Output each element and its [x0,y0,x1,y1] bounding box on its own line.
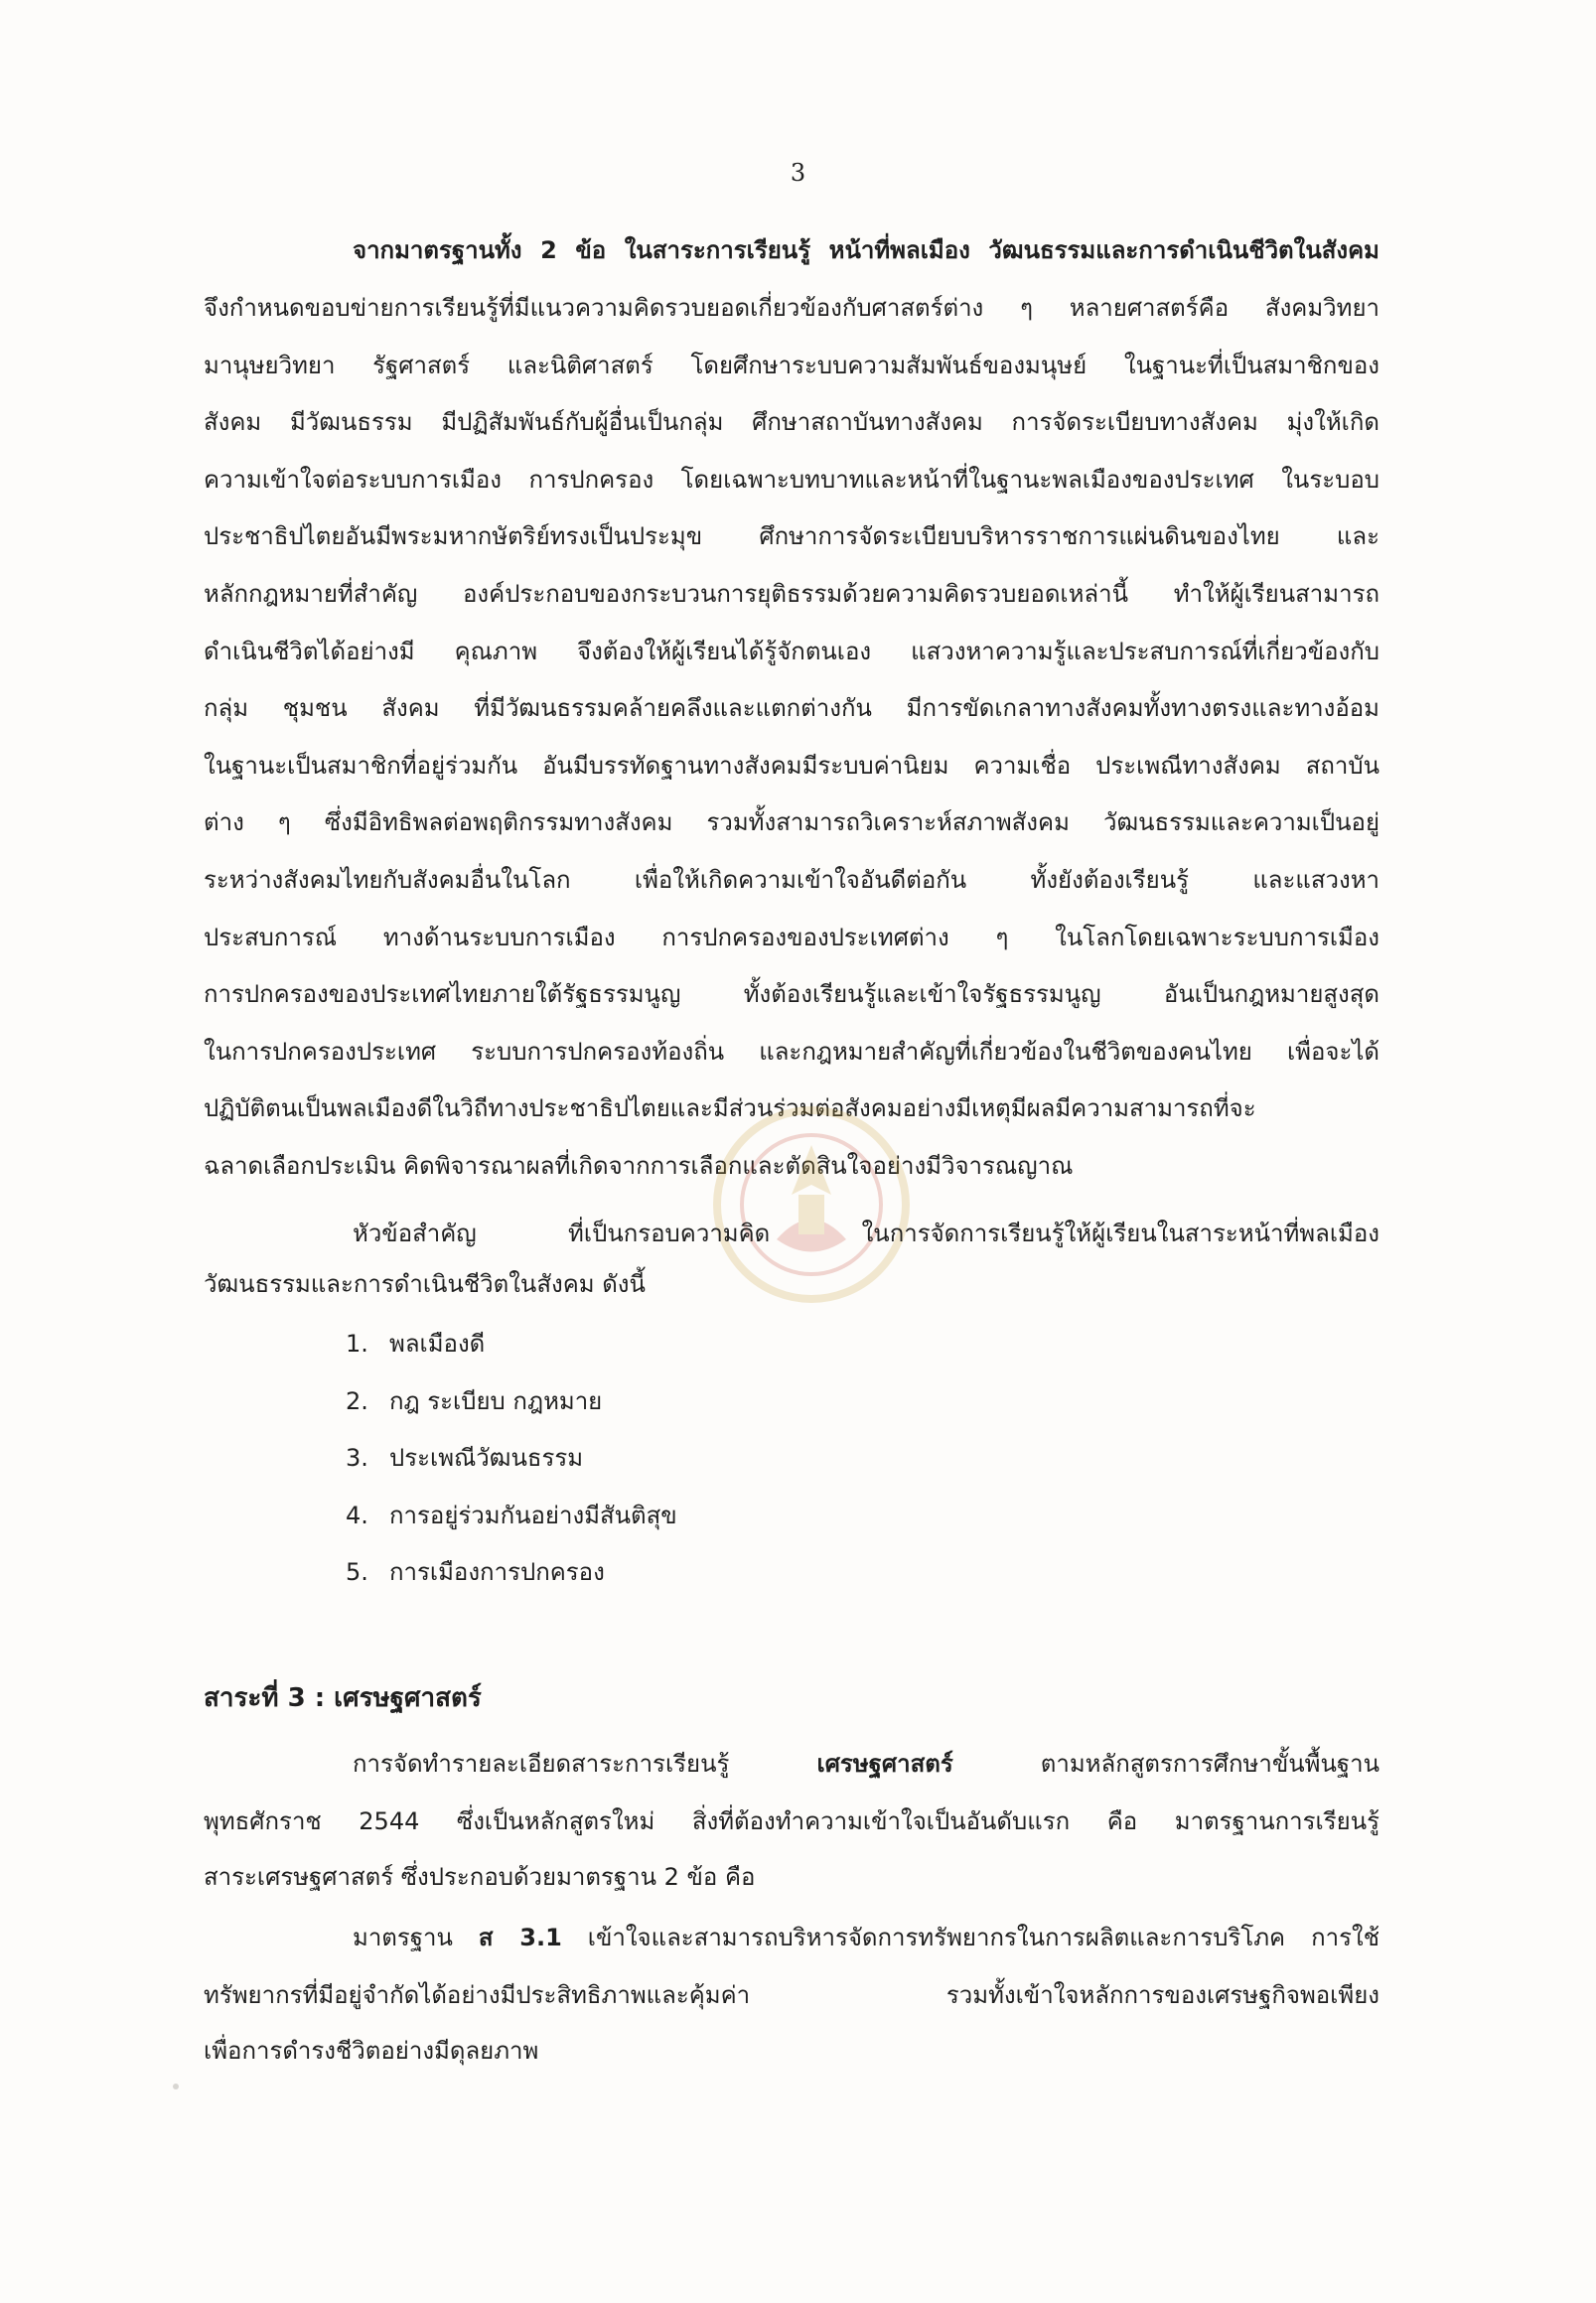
list-item-text: กฎ ระเบียบ กฎหมาย [389,1387,603,1415]
paragraph-line: ฉลาดเลือกประเมิน คิดพิจารณาผลที่เกิดจากการเลือกและตัดสินใจอย่างมีวิจารณญาณ [204,1152,1074,1180]
paragraph-line: การปกครองของประเทศไทยภายใต้รัฐธรรมนูญ ทั้งต้องเรียนรู้และเข้าใจรัฐธรรมนูญ อันเป็นกฎหมายสูงสุด [204,980,1379,1008]
paragraph-lead: จากมาตรฐานทั้ง 2 ข้อ ในสาระการเรียนรู้ หน้าที่พลเมือง วัฒนธรรมและการดำเนินชีวิตในสังคม [353,236,1379,264]
paragraph-line: ประชาธิปไตยอันมีพระมหากษัตริย์ทรงเป็นประมุข ศึกษาการจัดระเบียบบริหารราชการแผ่นดินของไทย และ [204,522,1379,550]
list-item [346,1328,485,1360]
paragraph-line: ประสบการณ์ ทางด้านระบบการเมือง การปกครองของประเทศต่าง ๆ ในโลกโดยเฉพาะระบบการเมือง [204,924,1379,951]
paragraph-line: กลุ่ม ชุมชน สังคม ที่มีวัฒนธรรมคล้ายคลึงและแตกต่างกัน มีการขัดเกลาทางสังคมทั้งทางตรงและทางอ้อม [204,694,1379,722]
paragraph-line: ในการปกครองประเทศ ระบบการปกครองท้องถิ่น และกฎหมายสำคัญที่เกี่ยวข้องในชีวิตของคนไทย เพื่อจะได้ [204,1038,1379,1066]
paragraph-line: ความเข้าใจต่อระบบการเมือง การปกครอง โดยเฉพาะบทบาทและหน้าที่ในฐานะพลเมืองของประเทศ ในระบอบ [204,466,1379,494]
list-item-number: 1. [346,1330,368,1358]
list-item-text: ประเพณีวัฒนธรรม [389,1444,584,1472]
list-item-number: 3. [346,1444,368,1472]
paragraph-line: หลักกฎหมายที่สำคัญ องค์ประกอบของกระบวนการยุติธรรมด้วยความคิดรวบยอดเหล่านี้ ทำให้ผู้เรียนสามารถ [204,580,1379,608]
list-item [346,1556,605,1588]
list-item-text: พลเมืองดี [389,1330,486,1358]
list-item-number: 4. [346,1502,368,1529]
list-item [346,1442,583,1474]
list-item [346,1385,602,1417]
paragraph-line: สังคม มีวัฒนธรรม มีปฏิสัมพันธ์กับผู้อื่นเป็นกลุ่ม ศึกษาสถาบันทางสังคม การจัดระเบียบทางสังคม มุ่งให้เกิด [204,408,1379,436]
topics-intro-line-2: วัฒนธรรมและการดำเนินชีวิตในสังคม ดังนี้ [204,1270,646,1298]
topics-intro-line: หัวข้อสำคัญ ที่เป็นกรอบความคิด ในการจัดการเรียนรู้ให้ผู้เรียนในสาระหน้าที่พลเมือง [353,1220,1379,1247]
list-item [346,1500,677,1531]
paragraph-line: ปฏิบัติตนเป็นพลเมืองดีในวิถีทางประชาธิปไตยและมีส่วนร่วมต่อสังคมอย่างมีเหตุมีผลมีความสามารถที่จะ [204,1094,1256,1122]
para3-line-3: สาระเศรษฐศาสตร์ ซึ่งประกอบด้วยมาตรฐาน 2 ข้อ คือ [204,1863,756,1891]
list-item-text: การอยู่ร่วมกันอย่างมีสันติสุข [389,1502,677,1529]
page-number: 3 [790,159,806,187]
paragraph-line: มานุษยวิทยา รัฐศาสตร์ และนิติศาสตร์ โดยศึกษาระบบความสัมพันธ์ของมนุษย์ ในฐานะที่เป็นสมาชิกของ [204,352,1379,379]
para3-line-1: การจัดทำรายละเอียดสาระการเรียนรู้ เศรษฐศาสตร์ ตามหลักสูตรการศึกษาขั้นพื้นฐาน [353,1750,1379,1778]
list-item-text: การเมืองการปกครอง [389,1558,605,1586]
paragraph-line: จึงกำหนดขอบข่ายการเรียนรู้ที่มีแนวความคิดรวบยอดเกี่ยวข้องกับศาสตร์ต่าง ๆ หลายศาสตร์คือ สังคมวิทยา [204,294,1379,322]
list-item-number: 2. [346,1387,368,1415]
list-item-number: 5. [346,1558,368,1586]
para4-line-3: เพื่อการดำรงชีวิตอย่างมีดุลยภาพ [204,2037,539,2065]
para3-line-2: พุทธศักราช 2544 ซึ่งเป็นหลักสูตรใหม่ สิ่งที่ต้องทำความเข้าใจเป็นอันดับแรก คือ มาตรฐานการเรียนรู้ [204,1807,1379,1835]
paragraph-line: ดำเนินชีวิตได้อย่างมี คุณภาพ จึงต้องให้ผู้เรียนได้รู้จักตนเอง แสวงหาความรู้และประสบการณ์ที่เกี่ยวข้องกับ [204,638,1379,665]
para4-line-2: ทรัพยากรที่มีอยู่จำกัดได้อย่างมีประสิทธิภาพและคุ้มค่า รวมทั้งเข้าใจหลักการของเศรษฐกิจพอเพียง [204,1981,1379,2009]
paragraph-line: ต่าง ๆ ซึ่งมีอิทธิพลต่อพฤติกรรมทางสังคม รวมทั้งสามารถวิเคราะห์สภาพสังคม วัฒนธรรมและความเป็นอยู่ [204,808,1379,836]
paragraph-line: ในฐานะเป็นสมาชิกที่อยู่ร่วมกัน อันมีบรรทัดฐานทางสังคมมีระบบค่านิยม ความเชื่อ ประเพณีทางสังคม สถาบัน [204,752,1379,780]
paragraph-line: ระหว่างสังคมไทยกับสังคมอื่นในโลก เพื่อให้เกิดความเข้าใจอันดีต่อกัน ทั้งยังต้องเรียนรู้ และแสวงหา [204,866,1379,894]
scan-speck [173,2084,179,2089]
section-heading: สาระที่ 3 : เศรษฐศาสตร์ [204,1683,482,1713]
para4-line-1: มาตรฐาน ส 3.1 เข้าใจและสามารถบริหารจัดการทรัพยากรในการผลิตและการบริโภค การใช้ [353,1924,1379,1951]
